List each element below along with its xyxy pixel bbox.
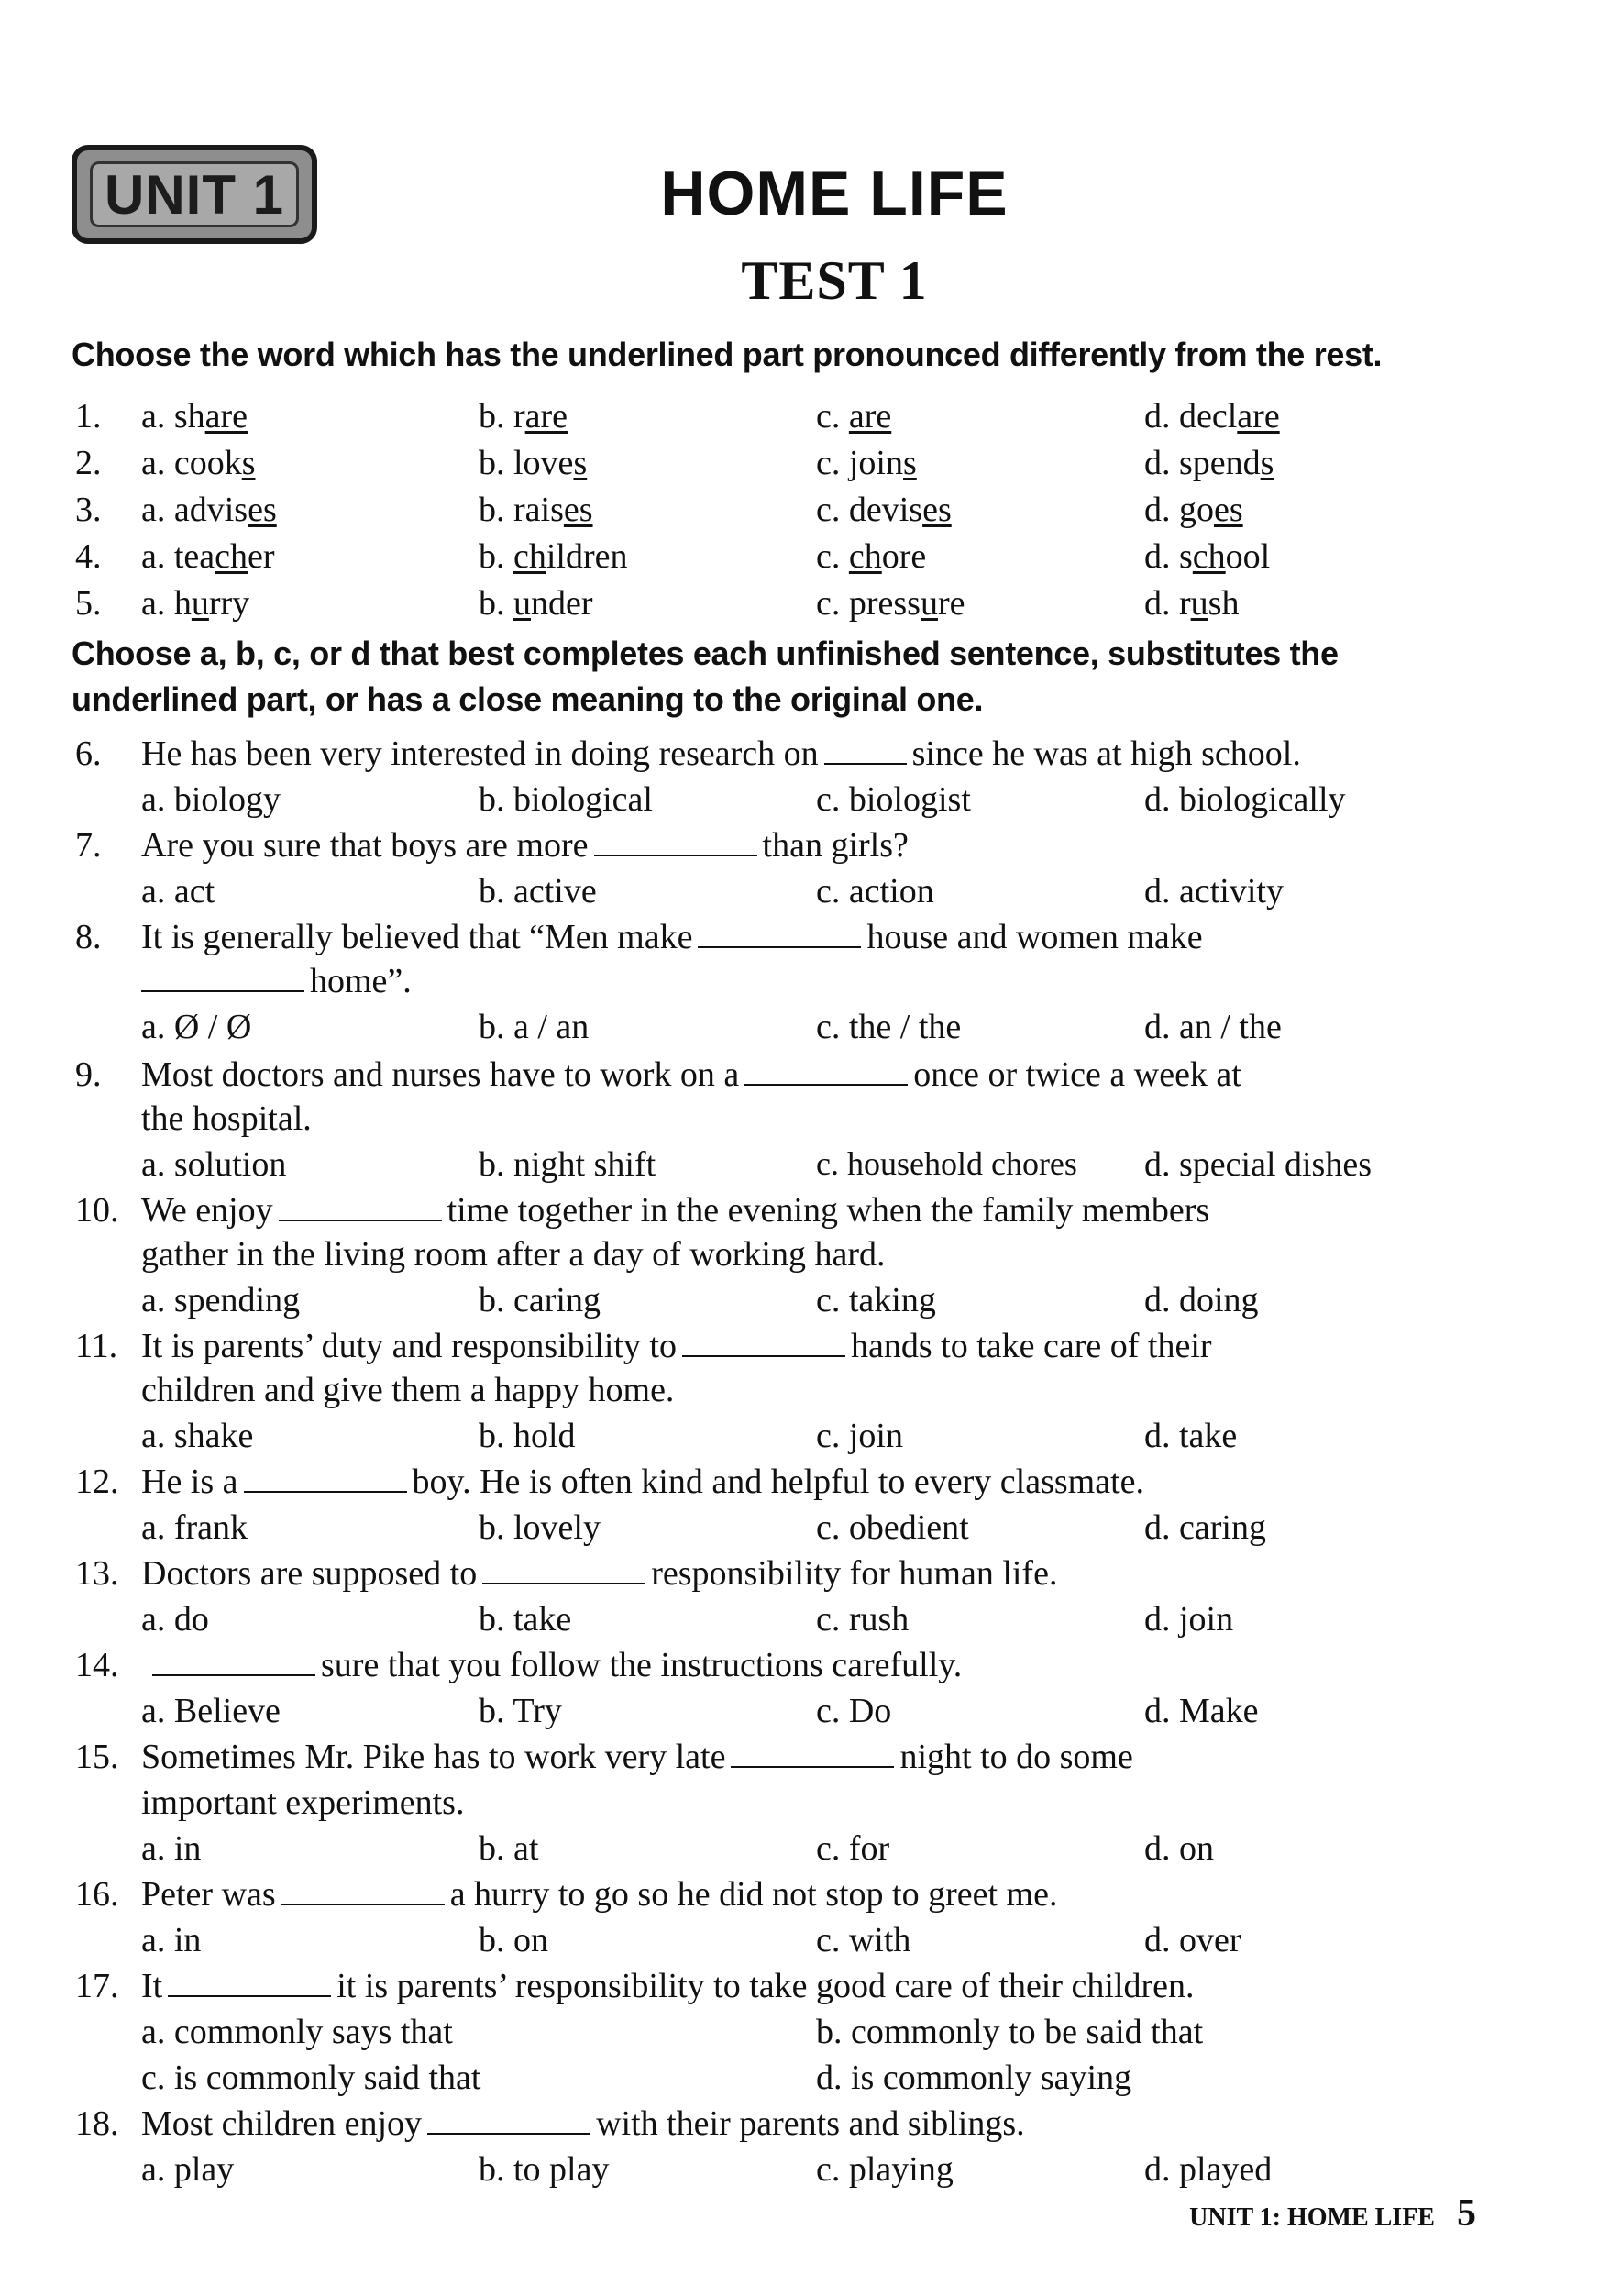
unit-title: HOME LIFE (660, 159, 1009, 228)
option-d: d. rush (1144, 584, 1240, 623)
answer-blank (594, 827, 757, 856)
unit-badge-label: UNIT 1 (90, 161, 299, 227)
option-d: d. special dishes (1144, 1145, 1373, 1184)
section1-instruction: Choose the word which has the underlined part pronounced differently from the rest. (72, 336, 1383, 373)
option-a: a. Ø / Ø (141, 1008, 252, 1046)
footer-label: UNIT 1: HOME LIFE (1189, 2203, 1435, 2232)
option-b: b. raises (479, 491, 593, 529)
option-a: a. in (141, 1829, 202, 1868)
question-number: 13. (75, 1554, 119, 1593)
question-number: 16. (75, 1875, 119, 1914)
underlined-part: are (204, 397, 248, 436)
option-c: c. action (816, 872, 934, 911)
answer-blank (141, 963, 304, 992)
underlined-part: u (513, 584, 531, 623)
option-a: a. shake (141, 1417, 254, 1455)
option-b: b. a / an (479, 1008, 590, 1046)
question-number: 4. (75, 537, 102, 576)
stem-text: He is a (141, 1463, 238, 1501)
option-d: d. take (1144, 1417, 1238, 1455)
answer-blank (168, 1968, 331, 1997)
option-c: c. is commonly said that (141, 2059, 481, 2097)
option-d: d. spends (1144, 444, 1274, 482)
option-d: d. join (1144, 1600, 1234, 1639)
option-b: b. Try (479, 1692, 562, 1730)
option-c: c. playing (816, 2150, 954, 2189)
question-stem-continued: the hospital. (141, 1099, 312, 1138)
option-a: a. frank (141, 1508, 248, 1547)
stem-text: Are you sure that boys are more (141, 826, 589, 865)
option-d: d. doing (1144, 1281, 1259, 1319)
option-b: b. biological (479, 780, 653, 819)
stem-text: We enjoy (141, 1191, 273, 1230)
underlined-part: es (248, 491, 277, 529)
stem-text: Most children enjoy (141, 2104, 423, 2143)
option-a: a. cooks (141, 444, 256, 482)
stem-text: Doctors are supposed to (141, 1554, 478, 1593)
option-d: d. school (1144, 537, 1271, 576)
option-d: d. on (1144, 1829, 1214, 1868)
option-c: c. for (816, 1829, 890, 1868)
question-number: 2. (75, 444, 102, 482)
stem-text: hands to take care of their (851, 1327, 1212, 1365)
question-number: 11. (75, 1327, 118, 1365)
question-number: 17. (75, 1967, 119, 2005)
question-number: 8. (75, 918, 102, 956)
question-stem-continued: gather in the living room after a day of working hard. (141, 1235, 886, 1274)
option-a: a. biology (141, 780, 281, 819)
underlined-part: are (524, 397, 568, 436)
underlined-part: u (920, 584, 938, 623)
option-c: c. taking (816, 1281, 936, 1319)
option-a: a. Believe (141, 1692, 281, 1730)
underlined-part: are (848, 397, 892, 436)
underlined-part: s (573, 444, 588, 482)
underlined-part: are (1237, 397, 1280, 436)
question-stem (141, 825, 909, 866)
option-d: d. played (1144, 2150, 1273, 2189)
stem-text: Most doctors and nurses have to work on a (141, 1055, 740, 1094)
option-a: a. do (141, 1600, 209, 1639)
option-a: a. act (141, 872, 215, 911)
stem-text: It is generally believed that “Men make (141, 918, 693, 956)
answer-blank (427, 2105, 590, 2135)
underlined-part: es (563, 491, 593, 529)
page-footer (1146, 2191, 1476, 2235)
answer-blank (744, 1056, 908, 1086)
underlined-part: es (1214, 491, 1243, 529)
question-number: 18. (75, 2104, 119, 2143)
stem-text: sure that you follow the instructions carefully. (321, 1646, 963, 1684)
option-b: b. on (479, 1921, 548, 1959)
option-a: a. in (141, 1921, 202, 1959)
option-a: a. teacher (141, 537, 275, 576)
option-a: a. spending (141, 1281, 301, 1319)
answer-blank (482, 1555, 645, 1584)
option-c: c. with (816, 1921, 911, 1959)
test-title: TEST 1 (741, 250, 928, 311)
option-b: b. to play (479, 2150, 610, 2189)
stem-text: time together in the evening when the family members (447, 1191, 1210, 1230)
option-c: c. are (816, 397, 892, 436)
option-b: b. hold (479, 1417, 576, 1455)
question-stem (141, 917, 1203, 957)
stem-text: since he was at high school. (911, 734, 1301, 773)
stem-text: responsibility for human life. (651, 1554, 1058, 1593)
question-stem (141, 1645, 962, 1685)
option-b: b. commonly to be said that (816, 2013, 1204, 2051)
stem-text: It is parents’ duty and responsibility to (141, 1327, 677, 1365)
answer-blank (682, 1328, 845, 1357)
underlined-part: ch (848, 537, 882, 576)
question-number: 12. (75, 1463, 119, 1501)
option-c: c. pressure (816, 584, 965, 623)
option-d: d. declare (1144, 397, 1280, 436)
option-c: c. join (816, 1417, 903, 1455)
question-number: 1. (75, 397, 102, 436)
option-d: d. is commonly saying (816, 2059, 1132, 2097)
question-stem-continued (141, 961, 412, 1001)
stem-text: home”. (310, 962, 412, 1000)
option-c: c. obedient (816, 1508, 969, 1547)
question-stem (141, 1190, 1209, 1231)
stem-text: with their parents and siblings. (596, 2104, 1025, 2143)
stem-text: boy. He is often kind and helpful to every classmate. (412, 1463, 1145, 1501)
stem-text: than girls? (762, 826, 909, 865)
option-b: b. loves (479, 444, 588, 482)
stem-text: it is parents’ responsibility to take good care of their children. (336, 1967, 1195, 2005)
option-b: b. under (479, 584, 593, 623)
option-c: c. joins (816, 444, 917, 482)
section2-instruction: Choose a, b, c, or d that best completes each unfinished sentence, substitutes the underlined part, or has a close meaning to the original one. (72, 635, 1339, 718)
option-c: c. rush (816, 1600, 910, 1639)
question-stem (141, 2103, 1025, 2144)
underlined-part: ch (513, 537, 546, 576)
stem-text: It (141, 1967, 163, 2005)
option-c: c. chore (816, 537, 927, 576)
option-a: a. solution (141, 1145, 287, 1184)
page-number: 5 (1457, 2192, 1476, 2235)
question-number: 10. (75, 1191, 119, 1230)
option-b: b. active (479, 872, 597, 911)
answer-blank (279, 1192, 442, 1221)
question-stem (141, 1054, 1241, 1095)
option-b: b. lovely (479, 1508, 601, 1547)
question-stem (141, 1326, 1212, 1366)
question-number: 7. (75, 826, 102, 865)
answer-blank (152, 1647, 315, 1676)
underlined-part: es (922, 491, 952, 529)
question-number: 14. (75, 1646, 119, 1684)
underlined-part: s (241, 444, 256, 482)
option-b: b. children (479, 537, 628, 576)
underlined-part: u (1190, 584, 1208, 623)
option-d: d. Make (1144, 1692, 1259, 1730)
question-stem (141, 1737, 1133, 1777)
stem-text: He has been very interested in doing research on (141, 734, 819, 773)
underlined-part: u (191, 584, 209, 623)
option-d: d. biologically (1144, 780, 1346, 819)
option-a: a. share (141, 397, 248, 436)
answer-blank (731, 1739, 894, 1768)
underlined-part: s (902, 444, 917, 482)
stem-text: Peter was (141, 1875, 276, 1914)
question-stem-continued: important experiments. (141, 1783, 465, 1822)
question-stem (141, 1553, 1057, 1594)
option-b: b. caring (479, 1281, 601, 1319)
option-c: c. household chores (816, 1145, 1077, 1182)
option-a: a. commonly says that (141, 2013, 453, 2051)
option-a: a. advises (141, 491, 277, 529)
question-number: 3. (75, 491, 102, 529)
question-number: 5. (75, 584, 102, 623)
option-c: c. the / the (816, 1008, 962, 1046)
question-stem (141, 1966, 1195, 2006)
underlined-part: ch (215, 537, 248, 576)
option-b: b. night shift (479, 1145, 656, 1184)
option-c: c. devises (816, 491, 952, 529)
stem-text: Sometimes Mr. Pike has to work very late (141, 1738, 726, 1776)
option-b: b. rare (479, 397, 568, 436)
option-a: a. play (141, 2150, 235, 2189)
option-b: b. take (479, 1600, 572, 1639)
question-stem (141, 734, 1301, 774)
question-stem (141, 1874, 1057, 1915)
question-stem (141, 1462, 1144, 1502)
option-d: d. activity (1144, 872, 1284, 911)
underlined-part: s (1260, 444, 1274, 482)
unit-badge (72, 145, 317, 244)
option-d: d. over (1144, 1921, 1241, 1959)
option-c: c. Do (816, 1692, 892, 1730)
question-number: 6. (75, 734, 102, 773)
option-d: d. caring (1144, 1508, 1266, 1547)
question-stem-continued: children and give them a happy home. (141, 1371, 675, 1409)
option-d: d. an / the (1144, 1008, 1282, 1046)
question-number: 15. (75, 1738, 119, 1776)
stem-text: house and women make (866, 918, 1203, 956)
stem-text: night to do some (899, 1738, 1133, 1776)
answer-blank (244, 1463, 407, 1493)
question-number: 9. (75, 1055, 102, 1094)
stem-text: once or twice a week at (913, 1055, 1241, 1094)
option-a: a. hurry (141, 584, 250, 623)
option-c: c. biologist (816, 780, 971, 819)
answer-blank (698, 919, 861, 948)
stem-text: a hurry to go so he did not stop to greet me. (449, 1875, 1058, 1914)
option-d: d. goes (1144, 491, 1243, 529)
option-b: b. at (479, 1829, 539, 1868)
answer-blank (824, 735, 907, 765)
underlined-part: ch (1192, 537, 1226, 576)
answer-blank (281, 1876, 445, 1905)
